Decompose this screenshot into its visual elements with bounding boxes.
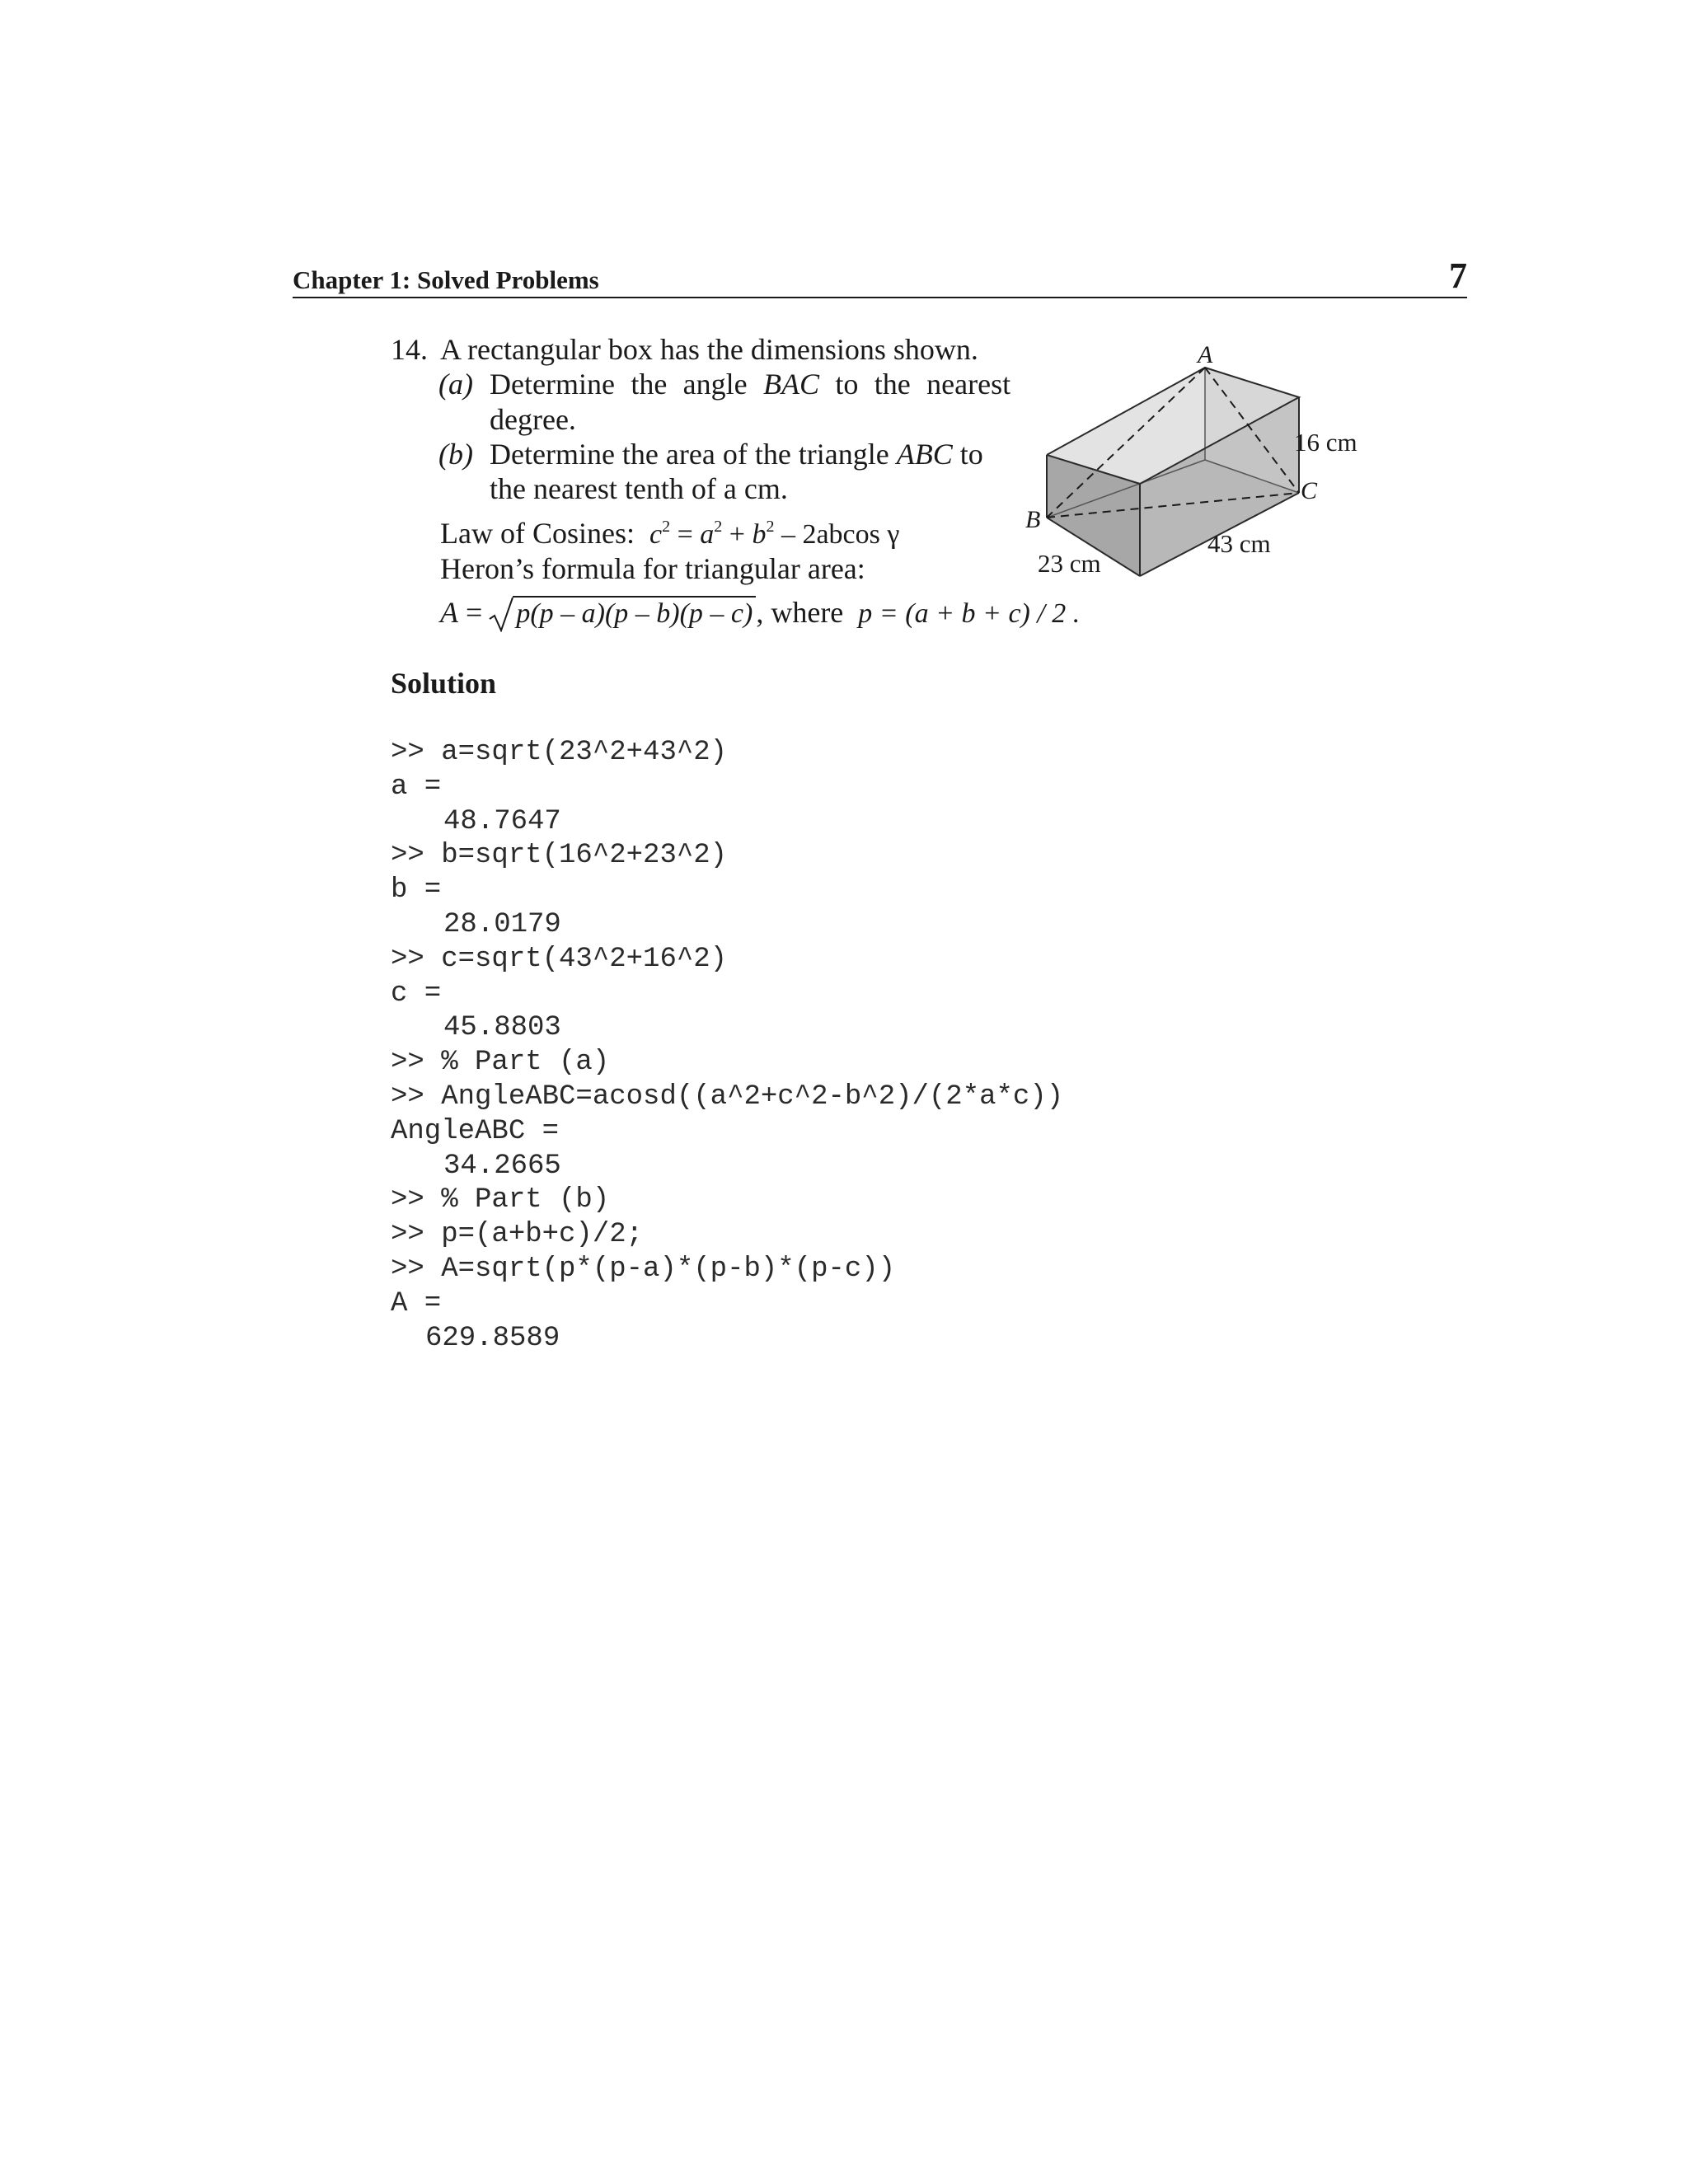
code-line: c = bbox=[391, 977, 442, 1010]
problem-number: 14. bbox=[391, 333, 428, 366]
part-b-italic: ABC bbox=[896, 438, 953, 471]
word: angle bbox=[682, 368, 748, 401]
code-line: >> AngleABC=acosd((a^2+c^2-b^2)/(2*a*c)) bbox=[391, 1080, 1064, 1113]
code-line: 34.2665 bbox=[443, 1150, 561, 1182]
matlab-session bbox=[391, 736, 1063, 1356]
code-line: >> b=sqrt(16^2+23^2) bbox=[391, 840, 728, 872]
law-of-cosines bbox=[440, 516, 899, 551]
part-a-line2: degree. bbox=[490, 403, 576, 436]
code-line: >> p=(a+b+c)/2; bbox=[391, 1219, 644, 1251]
code-line: >> % Part (a) bbox=[391, 1047, 610, 1079]
code-line: >> a=sqrt(23^2+43^2) bbox=[391, 737, 728, 768]
chapter-title: Chapter 1: Solved Problems bbox=[293, 265, 599, 294]
width-dimension: 23 cm bbox=[1038, 549, 1101, 578]
word: to bbox=[835, 368, 859, 401]
code-line: a = bbox=[391, 771, 442, 803]
part-b-end: to bbox=[959, 438, 983, 471]
word-italic: BAC bbox=[763, 368, 820, 401]
law-formula bbox=[649, 519, 899, 550]
vertex-c-label: C bbox=[1301, 477, 1318, 504]
word: the bbox=[631, 368, 668, 401]
height-dimension: 16 cm bbox=[1294, 428, 1357, 457]
exp: 2 bbox=[662, 518, 671, 536]
word: the bbox=[874, 368, 911, 401]
op-eq: = bbox=[466, 596, 483, 629]
part-b-line1 bbox=[490, 437, 983, 471]
exp: 2 bbox=[766, 518, 775, 536]
p-definition: p = (a + b + c) / 2 . bbox=[858, 598, 1081, 629]
code-line: 629.8589 bbox=[425, 1322, 560, 1354]
code-line: AngleABC = bbox=[391, 1115, 560, 1147]
op-eq: = bbox=[677, 519, 693, 550]
code-line: >> % Part (b) bbox=[391, 1184, 610, 1216]
where-text: , where bbox=[756, 596, 844, 629]
rectangular-box-diagram bbox=[989, 338, 1418, 610]
code-line: b = bbox=[391, 874, 442, 907]
problem-intro: A rectangular box has the dimensions shown. bbox=[440, 333, 978, 366]
formula-tail: – 2abcos γ bbox=[781, 519, 900, 550]
code-line: 28.0179 bbox=[443, 908, 561, 940]
page-number: 7 bbox=[1449, 255, 1467, 296]
word: nearest bbox=[926, 368, 1011, 401]
code-line: A = bbox=[391, 1287, 442, 1319]
part-b-text: Determine the area of the triangle bbox=[490, 438, 889, 471]
solution-heading: Solution bbox=[391, 667, 497, 700]
part-a-line1 bbox=[490, 367, 1010, 401]
var-c: c bbox=[649, 519, 663, 550]
part-b-line2: the nearest tenth of a cm. bbox=[490, 472, 788, 505]
radical-sign-icon bbox=[488, 594, 514, 632]
square-root bbox=[513, 596, 756, 629]
heron-lhs: A bbox=[440, 596, 458, 629]
exp: 2 bbox=[714, 518, 723, 536]
op-plus: + bbox=[729, 519, 745, 550]
var-a: a bbox=[700, 519, 715, 550]
length-dimension: 43 cm bbox=[1207, 529, 1271, 558]
heron-formula bbox=[440, 595, 1080, 630]
radicand: p(p – a)(p – b)(p – c) bbox=[516, 598, 753, 629]
vertex-b-label: B bbox=[1025, 506, 1041, 533]
code-line: 45.8803 bbox=[443, 1012, 561, 1044]
vertex-a-label: A bbox=[1198, 341, 1213, 368]
code-line: 48.7647 bbox=[443, 805, 561, 837]
part-a-label: (a) bbox=[438, 368, 473, 401]
law-label: Law of Cosines: bbox=[440, 517, 635, 550]
code-line: >> c=sqrt(43^2+16^2) bbox=[391, 943, 728, 975]
code-line: >> A=sqrt(p*(p-a)*(p-b)*(p-c)) bbox=[391, 1253, 896, 1285]
running-header bbox=[293, 255, 1467, 298]
heron-label: Heron’s formula for triangular area: bbox=[440, 552, 865, 585]
part-b-label: (b) bbox=[438, 438, 473, 471]
var-b: b bbox=[752, 519, 767, 550]
word: Determine bbox=[490, 368, 615, 401]
